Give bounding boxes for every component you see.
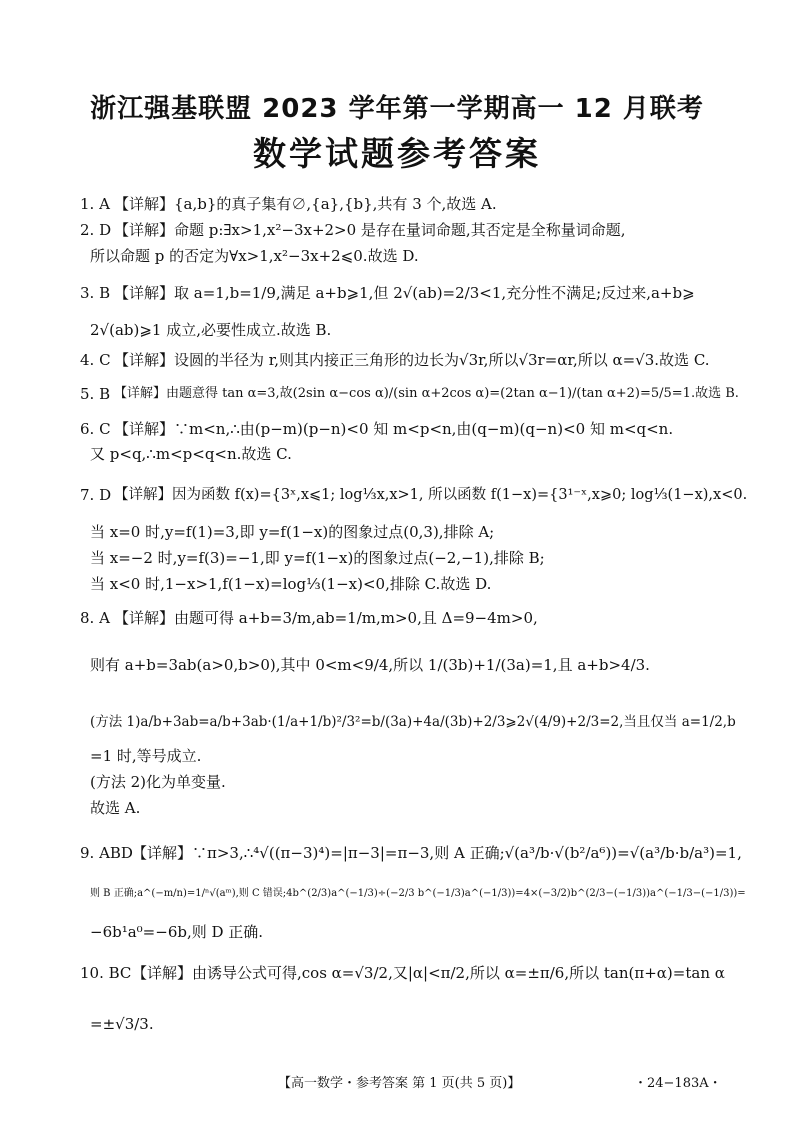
answer-text: 当 x=0 时,y=f(1)=3,即 y=f(1−x)的图象过点(0,3),排除 A; <box>90 523 495 541</box>
page-title-line1: 浙江强基联盟 2023 学年第一学期高一 12 月联考 <box>90 94 704 124</box>
question-number: 6. C <box>80 420 111 438</box>
question-number: 1. A <box>80 195 110 213</box>
question-number: 2. D <box>80 221 112 239</box>
answer-text: −6b¹a⁰=−6b,则 D 正确. <box>90 923 264 941</box>
answer-text: 【详解】命题 p:∃x>1,x²−3x+2>0 是存在量词命题,其否定是全称量词命题, <box>114 221 626 239</box>
answer-text: 【详解】∵π>3,∴⁴√((π−3)⁴)=|π−3|=π−3,则 A 正确;√(a³/b·√(b²/a⁶))=√(a³/b·b/a³)=1, <box>132 844 742 862</box>
question-number: 7. D <box>80 486 112 504</box>
footer-page-info: 【高一数学・参考答案 第 1 页(共 5 页)】 <box>278 1076 521 1091</box>
answer-text: 当 x<0 时,1−x>1,f(1−x)=log⅓(1−x)<0,排除 C.故选 D. <box>90 575 492 593</box>
question-number: 9. ABD <box>80 844 133 862</box>
answer-text: =±√3/3. <box>90 1015 154 1033</box>
answer-text: 【详解】∵m<n,∴由(p−m)(p−n)<0 知 m<p<n,由(q−m)(q−n)<0 知 m<q<n. <box>114 420 674 438</box>
answer-text: 则 B 正确;a^(−m/n)=1/ⁿ√(aᵐ),则 C 错误;4b^(2/3)a^(−1/3)÷(−2/3 b^(−1/3)a^(−1/3))=4×(−3/2)b^(2/3−(−1/3))a^(−1/3−(−1/3))= <box>90 888 746 899</box>
answer-text: 所以命题 p 的否定为∀x>1,x²−3x+2⩽0.故选 D. <box>90 247 419 265</box>
answer-text: 故选 A. <box>90 799 141 817</box>
answer-text: 【详解】由诱导公式可得,cos α=√3/2,又|α|<π/2,所以 α=±π/6,所以 tan(π+α)=tan α <box>132 964 725 982</box>
answer-text: 【详解】取 a=1,b=1/9,满足 a+b⩾1,但 2√(ab)=2/3<1,充分性不满足;反过来,a+b⩾ <box>114 284 695 302</box>
answer-text: 【详解】{a,b}的真子集有∅,{a},{b},共有 3 个,故选 A. <box>114 195 497 213</box>
answer-text: (方法 2)化为单变量. <box>90 773 226 791</box>
footer-code: ・24−183A・ <box>634 1076 722 1091</box>
answer-text: 2√(ab)⩾1 成立,必要性成立.故选 B. <box>90 321 332 339</box>
question-number: 8. A <box>80 609 110 627</box>
answer-text: (方法 1)a/b+3ab=a/b+3ab·(1/a+1/b)²/3²=b/(3a)+4a/(3b)+2/3⩾2√(4/9)+2/3=2,当且仅当 a=1/2,b <box>90 714 736 730</box>
question-number: 3. B <box>80 284 111 302</box>
answer-text: 【详解】由题意得 tan α=3,故(2sin α−cos α)/(sin α+2cos α)=(2tan α−1)/(tan α+2)=5/5=1.故选 B. <box>114 386 739 401</box>
question-number: 10. BC <box>80 964 132 982</box>
page-title-line2: 数学试题参考答案 <box>253 134 541 173</box>
question-number: 4. C <box>80 351 111 369</box>
answer-text: 【详解】设圆的半径为 r,则其内接正三角形的边长为√3r,所以√3r=αr,所以 α=√3.故选 C. <box>114 351 710 369</box>
answer-text: 【详解】由题可得 a+b=3/m,ab=1/m,m>0,且 Δ=9−4m>0, <box>114 609 538 627</box>
answer-text: 又 p<q,∴m<p<q<n.故选 C. <box>90 445 292 463</box>
answer-text: 【详解】因为函数 f(x)={3ˣ,x⩽1; log⅓x,x>1, 所以函数 f(1−x)={3¹⁻ˣ,x⩾0; log⅓(1−x),x<0. <box>114 487 748 503</box>
answer-text: 则有 a+b=3ab(a>0,b>0),其中 0<m<9/4,所以 1/(3b)+1/(3a)=1,且 a+b>4/3. <box>90 656 650 674</box>
question-number: 5. B <box>80 385 111 403</box>
answer-text: =1 时,等号成立. <box>90 747 202 765</box>
answer-text: 当 x=−2 时,y=f(3)=−1,即 y=f(1−x)的图象过点(−2,−1),排除 B; <box>90 549 545 567</box>
